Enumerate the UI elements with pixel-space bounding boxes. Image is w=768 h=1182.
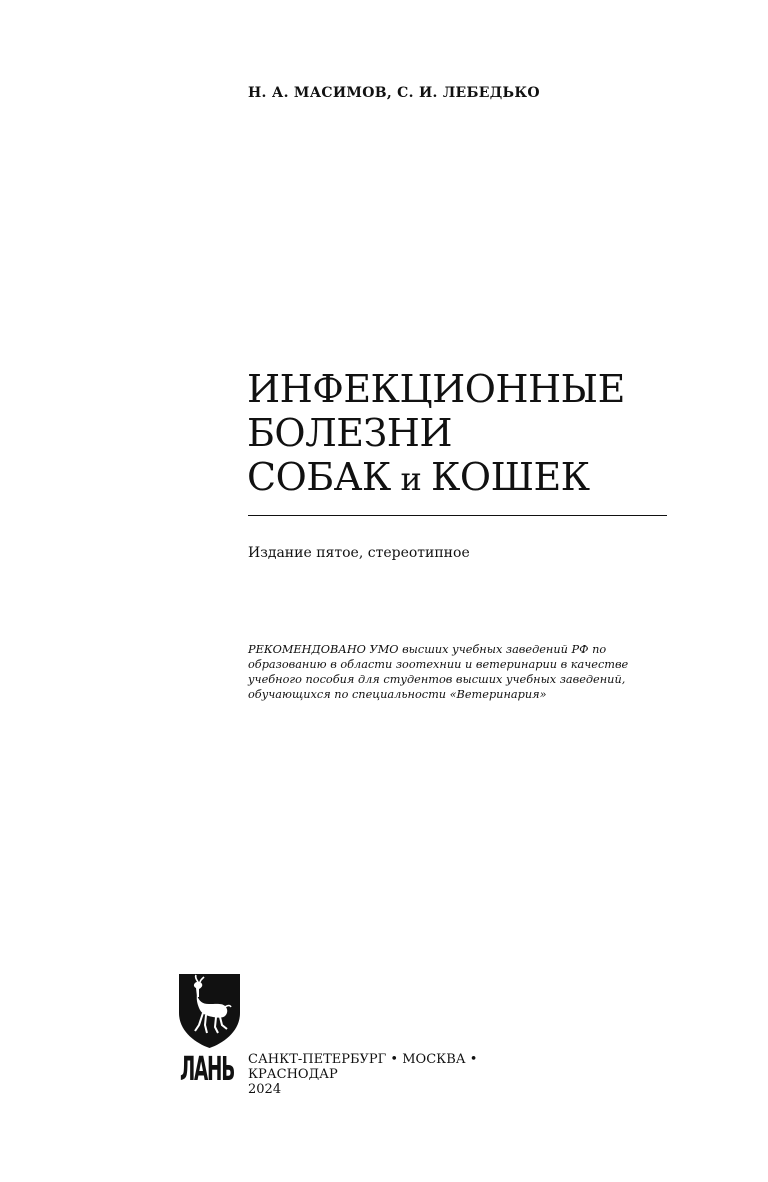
recommendation-line-4: обучающихся по специальности «Ветеринария» [248,688,547,701]
book-title [247,367,667,501]
publication-year: 2024 [248,1082,282,1097]
recommendation-line-3: учебного пособия для студентов высших учебных заведений, [248,673,626,686]
edition-note: Издание пятое, стереотипное [248,545,470,561]
publisher-logo-text: ЛАНЬ [180,1049,235,1088]
title-conjunction: и [390,460,432,498]
title-word-dogs: СОБАК [247,455,391,499]
deer-icon [178,973,242,1049]
publisher-cities-line-2: КРАСНОДАР [248,1067,338,1082]
title-line-1: ИНФЕКЦИОННЫЕ [247,367,625,411]
publisher-imprint [248,1052,477,1097]
recommendation-line-2: образованию в области зоотехнии и ветеринарии в качестве [248,658,629,671]
title-line-2: БОЛЕЗНИ [247,411,452,455]
publisher-cities-line-1: САНКТ-ПЕТЕРБУРГ • МОСКВА • [248,1052,478,1067]
recommendation-line-1: РЕКОМЕНДОВАНО УМО высших учебных заведений РФ по [248,643,607,656]
title-word-cats: КОШЕК [431,455,590,499]
authors: Н. А. МАСИМОВ, С. И. ЛЕБЕДЬКО [248,85,540,101]
title-divider [248,515,667,516]
recommendation-note [248,642,668,702]
title-line-3 [247,455,667,501]
